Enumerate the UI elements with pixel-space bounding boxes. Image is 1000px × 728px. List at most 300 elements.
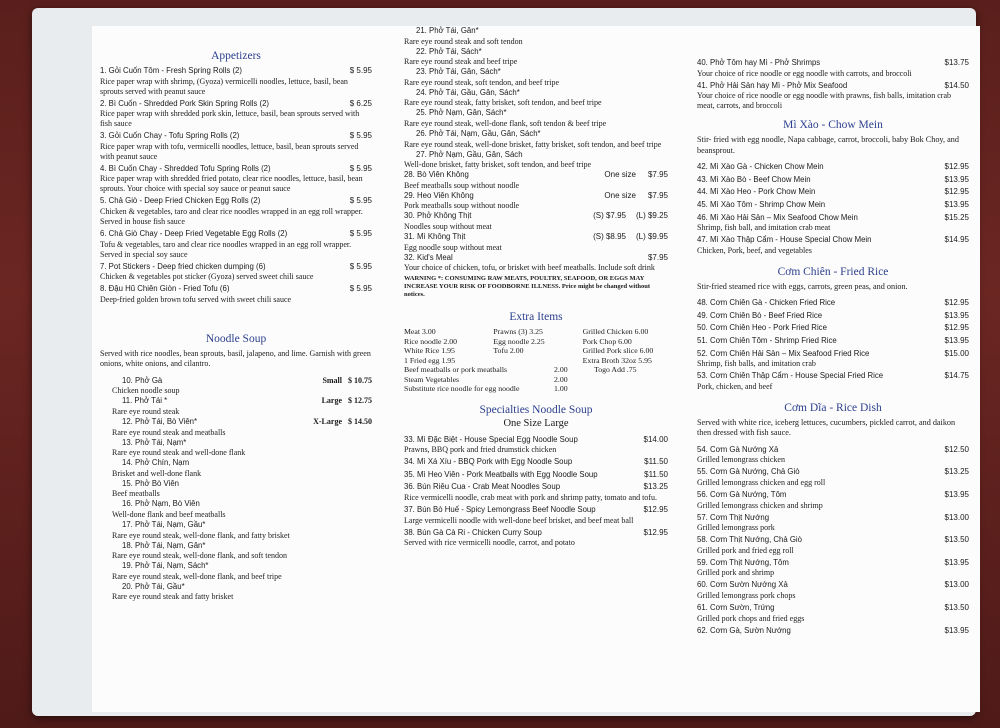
column-left [100, 48, 372, 602]
menu-item-name: 43. Mì Xào Bò - Beef Chow Mein [697, 174, 811, 184]
menu-item [697, 445, 969, 466]
menu-item-name: 11. Phở Tái * [122, 396, 168, 406]
menu-item-title [697, 490, 969, 501]
extra-item: Prawns (3) 3.25 [493, 327, 543, 337]
menu-item [404, 211, 668, 232]
extra-line-price: 1.00 [554, 384, 568, 394]
menu-item-name: 21. Phở Tái, Gân* [416, 26, 479, 35]
menu-item-title [100, 561, 372, 572]
menu-item-title [404, 47, 668, 58]
menu-item-desc: Pork, chicken, and beef [697, 381, 773, 391]
menu-item-price: $ 5.95 [349, 131, 372, 141]
menu-item-price: $13.95 [944, 625, 969, 635]
menu-item-title [100, 196, 372, 207]
extra-item: Extra Broth 32oz 5.95 [582, 355, 652, 365]
menu-item-price: $14.00 [643, 434, 668, 444]
menu-item-price: $12.95 [944, 323, 969, 333]
menu-item-desc: Rare eye round steak and soft tendon [404, 36, 523, 46]
extra-line-name: Beef meatballs or pork meatballs [404, 365, 508, 375]
menu-item [404, 457, 668, 468]
menu-item-title [697, 626, 969, 637]
menu-item-title [100, 582, 372, 593]
warning-text: WARNING *: CONSUMING RAW MEATS, POULTRY, SEAFOOD, OR EGGS MAY INCREASE YOUR RISK OF FOODBORNE ILLNESS. Price might be changed without notices. [404, 275, 651, 299]
menu-item-price [604, 191, 668, 202]
menu-item-name: 28. Bò Viên Không [404, 170, 469, 180]
extra-item: Tofu 2.00 [493, 346, 524, 356]
menu-item-price: $ 5.95 [349, 163, 372, 173]
menu-item-title [404, 457, 668, 468]
menu-item-price [593, 211, 668, 222]
menu-item-title [697, 162, 969, 173]
menu-item-price: $ 5.95 [349, 261, 372, 271]
menu-item [697, 81, 969, 112]
menu-item [404, 150, 668, 171]
menu-item-title [100, 438, 372, 449]
menu-item-name: 45. Mì Xào Tôm - Shrimp Chow Mein [697, 199, 826, 209]
menu-item [100, 520, 372, 541]
menu-item-price: $13.25 [944, 467, 969, 477]
menu-item-desc: Rare eye round steak, soft tendon, and beef tripe [404, 77, 560, 87]
extra-item: Egg noodle 2.25 [493, 336, 545, 346]
menu-item-price-value: $7.95 [647, 170, 668, 180]
menu-item-name: 16. Phở Nạm, Bò Viên [122, 499, 200, 509]
menu-item-title [697, 235, 969, 246]
menu-item-price: $13.50 [944, 535, 969, 545]
menu-item-desc: Your choice of rice noodle or egg noodle with prawns, fish balls, imitation crab meat, carrots, and broccoli [697, 91, 952, 111]
pho-list-extra [404, 170, 668, 273]
menu-item-title [404, 232, 668, 243]
menu-item-title [697, 187, 969, 198]
menu-item-price: $13.95 [944, 557, 969, 567]
menu-item-price: $ 5.95 [349, 228, 372, 238]
menu-item [100, 164, 372, 195]
menu-item-desc: Beef meatballs soup without noodle [404, 180, 520, 190]
size-value: $ 10.75 [348, 375, 372, 385]
menu-item-title [404, 470, 668, 481]
menu-item [100, 479, 372, 500]
menu-item-title [100, 284, 372, 295]
extra-line-price: 2.00 [554, 374, 568, 384]
extras-title: Extra Items [509, 311, 563, 324]
friedrice-list [697, 298, 969, 392]
menu-item [697, 349, 969, 370]
menu-item-title [404, 88, 668, 99]
menu-item-desc: Rare eye round steak, well-done flank, and soft tendon [112, 551, 288, 561]
menu-item-desc: Prawns, BBQ pork and fried drumstick chicken [404, 445, 557, 455]
menu-item [404, 129, 668, 150]
menu-item [100, 561, 372, 582]
menu-item [100, 396, 372, 417]
menu-item-size: (L) $9.95 [635, 231, 668, 241]
menu-item-name: 57. Cơm Thịt Nướng [697, 512, 770, 522]
menu-item-price: $12.95 [944, 162, 969, 172]
menu-item-desc: Rare eye round steak, fatty brisket, soft tendon, and beef tripe [404, 98, 602, 108]
menu-item-price: $13.95 [944, 310, 969, 320]
menu-item-price: $11.50 [644, 469, 668, 479]
menu-item-name: 26. Phở Tái, Nạm, Gầu, Gân, Sách* [416, 128, 541, 138]
noodle-title: Noodle Soup [205, 332, 267, 345]
menu-item-price: $13.25 [643, 482, 668, 492]
menu-item-price: $12.50 [944, 444, 969, 454]
extra-line [404, 375, 668, 385]
menu-item-name: 13. Phở Tái, Nạm* [122, 437, 187, 447]
chowmein-title: Mì Xào - Chow Mein [783, 119, 883, 132]
extra-item: Rice noodle 2.00 [404, 336, 458, 346]
menu-item-desc: Grilled lemongrass chicken and shrimp [697, 500, 823, 510]
specialties-subtitle: One Size Large [503, 417, 569, 429]
menu-item-price: $11.50 [644, 457, 668, 467]
menu-item-title [404, 26, 668, 37]
extra-line [404, 384, 668, 394]
menu-item-name: 24. Phở Tái, Gầu, Gân, Sách* [416, 87, 520, 97]
menu-item-price: $15.25 [944, 212, 969, 222]
menu-item [697, 490, 969, 511]
menu-item-title [697, 81, 969, 92]
menu-item-name: 35. Mì Heo Viên - Pork Meatballs with Egg Noodle Soup [404, 469, 598, 479]
menu-item-desc: Rice paper wrap with shrimp, (Gyoza) vermicelli noodles, lettuce, basil, bean sprouts served with peanut sauce [100, 76, 348, 96]
extra-line-side: Togo Add .75 [594, 365, 637, 375]
menu-item-name: 2. Bì Cuốn - Shredded Pork Skin Spring Rolls (2) [100, 98, 270, 108]
menu-item-title [697, 513, 969, 524]
appetizers-title: Appetizers [211, 50, 261, 62]
menu-item-size: One size [604, 190, 636, 200]
pho-shrimp-list [697, 58, 969, 111]
menu-item-title [697, 603, 969, 614]
menu-item-desc: Rice vermicelli noodle, crab meat with pork and shrimp patty, tomato and tofu. [404, 493, 657, 502]
menu-item-name: 49. Cơm Chiên Bò - Beef Fried Rice [697, 310, 823, 320]
menu-item-title [697, 467, 969, 478]
menu-item [697, 336, 969, 347]
menu-item [404, 88, 668, 109]
menu-item-title [100, 99, 372, 110]
menu-item [404, 482, 668, 503]
menu-item-price: $13.95 [944, 336, 969, 346]
menu-item [404, 67, 668, 88]
size-label: X-Large [313, 416, 342, 426]
menu-item-title [404, 150, 668, 161]
menu-item-desc: Served with rice vermicelli noodle, carrot, and potato [404, 538, 575, 548]
menu-item-name: 31. Mì Không Thịt [404, 231, 466, 241]
ricedish-intro: Served with white rice, iceberg lettuces, cucumbers, pickled carrot, and daikon then dressed with fish sauce. [697, 417, 956, 438]
menu-item-name: 7. Pot Stickers - Deep fried chicken dumping (6) [100, 261, 266, 271]
menu-item-name: 50. Cơm Chiên Heo - Pork Fried Rice [697, 323, 827, 333]
menu-item-name: 5. Chả Giò - Deep Fried Chicken Egg Rolls (2) [100, 196, 261, 206]
menu-item-desc: Grilled lemongrass chicken [697, 455, 785, 465]
menu-item-price: $13.00 [944, 512, 969, 522]
menu-item [100, 99, 372, 130]
menu-item-title [100, 520, 372, 531]
chowmein-intro: Stir- fried with egg noodle, Napa cabbage, carrot, broccoli, baby Bok Choy, and beansprout. [697, 135, 959, 155]
menu-item-desc: Pork meatballs soup without noodle [404, 201, 520, 211]
menu-item-desc: Shrimp, fish ball, and imitation crab meat [697, 223, 831, 233]
menu-item [697, 323, 969, 334]
extra-item: Pork Chop 6.00 [582, 336, 632, 346]
extra-line-name: Steam Vegetables [404, 374, 460, 384]
menu-item-price [604, 170, 668, 181]
menu-item-desc: Rare eye round steak, well-done flank, and fatty brisket [112, 530, 290, 540]
menu-item-desc: Beef meatballs [112, 489, 160, 499]
menu-item-name: 62. Cơm Gà, Sườn Nướng [697, 625, 791, 635]
menu-item-price: $ 6.25 [349, 98, 372, 108]
menu-item-name: 10. Phở Gà [122, 375, 163, 385]
menu-item-price: $13.95 [944, 490, 969, 499]
menu-item [100, 229, 372, 260]
menu-item-title [404, 435, 668, 446]
menu-item-price: $ 5.95 [349, 66, 372, 75]
menu-item-name: 3. Gỏi Cuốn Chay - Tofu Spring Rolls (2) [100, 131, 240, 141]
menu-item-name: 14. Phở Chín, Nạm [122, 458, 190, 468]
extras-lines [404, 365, 668, 394]
menu-item-price [636, 253, 668, 264]
menu-item [697, 580, 969, 601]
menu-item [697, 603, 969, 624]
size-value: $ 12.75 [348, 396, 372, 406]
menu-item [697, 311, 969, 322]
menu-item-title [697, 445, 969, 456]
menu-item-title [100, 458, 372, 469]
menu-item-price: $13.95 [944, 174, 969, 184]
menu-item [697, 175, 969, 186]
menu-item-price: $12.95 [643, 527, 668, 537]
menu-item-price: $12.95 [643, 505, 668, 514]
menu-item [697, 58, 969, 79]
menu-item-desc: Rare eye round steak and fatty brisket [112, 592, 234, 602]
menu-item-name: 6. Chả Giò Chay - Deep Fried Vegetable Egg Rolls (2) [100, 228, 288, 238]
menu-item-desc: Rare eye round steak and meatballs [112, 427, 226, 437]
menu-item-price: $12.95 [944, 187, 969, 197]
menu-item-desc: Grilled pork and shrimp [697, 568, 775, 578]
menu-item-name: 15. Phở Bò Viên [122, 478, 179, 488]
menu-item-desc: Chicken noodle soup [112, 386, 180, 396]
menu-item-title [697, 323, 969, 334]
menu-item-price: $13.95 [944, 199, 969, 209]
menu-item [100, 438, 372, 459]
menu-item-price: $13.75 [944, 58, 969, 67]
menu-item [404, 505, 668, 526]
menu-item-name: 27. Phở Nạm, Gầu, Gân, Sách [416, 149, 523, 159]
menu-item [100, 417, 372, 438]
column-right [697, 58, 969, 638]
menu-item-title [404, 253, 668, 264]
size-label: Large [321, 396, 342, 406]
menu-item-title [697, 58, 969, 69]
menu-item-desc: Rare eye round steak, well-done brisket, fatty brisket, soft tendon, and beef tripe [404, 139, 662, 149]
menu-item-size: (S) $7.95 [593, 211, 626, 221]
menu-item-title [100, 229, 372, 240]
menu-item [404, 26, 668, 47]
menu-item-name: 51. Cơm Chiên Tôm - Shrimp Fried Rice [697, 336, 837, 346]
menu-item-title [697, 311, 969, 322]
menu-item-name: 40. Phở Tôm hay Mì - Phở Shrimps [697, 58, 821, 67]
menu-item [100, 196, 372, 227]
menu-item [697, 298, 969, 309]
menu-item [404, 191, 668, 212]
menu-item-name: 23. Phở Tái, Gân, Sách* [416, 67, 501, 77]
menu-item-size: One size [604, 170, 636, 180]
menu-item-desc: Large vermicelli noodle with well-done beef brisket, and beef meat ball [404, 515, 634, 525]
menu-item-title [697, 349, 969, 360]
menu-item-name: 48. Cơm Chiên Gà - Chicken Fried Rice [697, 298, 836, 308]
chowmein-list [697, 162, 969, 256]
menu-item [697, 235, 969, 256]
menu-item-price: $13.00 [944, 580, 969, 590]
menu-item [100, 262, 372, 283]
menu-item-size: (L) $9.25 [635, 211, 668, 221]
extra-item: White Rice 1.95 [404, 346, 455, 356]
menu-item [697, 535, 969, 556]
menu-item-name: 4. Bì Cuốn Chay - Shredded Tofu Spring Rolls (2) [100, 163, 271, 173]
menu-item-title [697, 371, 969, 382]
noodle-intro: Served with rice noodles, bean sprouts, basil, jalapeno, and lime. Garnish with green onions, white onions, and cilantro. [100, 348, 371, 369]
menu-item-price: $12.95 [944, 298, 969, 308]
menu-item-title [100, 131, 372, 142]
size-price [322, 376, 372, 387]
menu-item-desc: Grilled lemongrass pork chops [697, 590, 796, 600]
menu-item-name: 17. Phở Tái, Nạm, Gầu* [122, 519, 206, 529]
menu-item-title [697, 535, 969, 546]
menu-item-price: $ 5.95 [349, 196, 372, 206]
menu-item-desc: Rice paper wrap with shredded fried potato, clear rice noodles, lettuce, basil, bean sprouts. Your choice with special soy sauce or peanut sauce [100, 174, 363, 194]
menu-item-name: 12. Phở Tái, Bò Viên* [122, 416, 198, 426]
menu-item-name: 58. Cơm Thịt Nướng, Chả Giò [697, 535, 803, 545]
friedrice-title: Cơm Chiên - Fried Rice [777, 265, 889, 278]
menu-item-desc: Your choice of chicken, tofu, or brisket with beef meatballs. Include soft drink [404, 263, 655, 273]
menu-item-desc: Grilled lemongrass pork [697, 523, 775, 533]
menu-item [100, 376, 372, 397]
menu-item-price-value: $7.95 [647, 252, 668, 262]
column-middle [404, 26, 668, 550]
friedrice-intro: Stir-fried steamed rice with eggs, carrots, green peas, and onion. [697, 281, 908, 291]
ricedish-list [697, 445, 969, 636]
menu-item [404, 253, 668, 274]
menu-item-price: $14.95 [944, 235, 969, 245]
menu-item-title [100, 396, 372, 407]
menu-item [697, 513, 969, 534]
extra-line [404, 365, 668, 375]
menu-item-desc: Well-done brisket, fatty brisket, soft tendon, and beef tripe [404, 160, 592, 170]
menu-item-name: 53. Cơm Chiên Thập Cẩm - House Special Fried Rice [697, 371, 884, 381]
menu-item-title [100, 541, 372, 552]
menu-item [100, 541, 372, 562]
menu-item [697, 200, 969, 211]
menu-item-name: 44. Mì Xào Heo - Pork Chow Mein [697, 187, 816, 197]
menu-item-name: 34. Mì Xá Xíu - BBQ Pork with Egg Noodle Soup [404, 457, 573, 467]
menu-item-name: 37. Bún Bò Huế - Spicy Lemongrass Beef Noodle Soup [404, 505, 596, 514]
menu-item-desc: Rare eye round steak and beef tripe [404, 57, 518, 67]
menu-item [404, 435, 668, 456]
menu-item-desc: Grilled pork and fried egg roll [697, 545, 794, 555]
menu-item [697, 213, 969, 234]
menu-item [100, 499, 372, 520]
menu-item-name: 22. Phở Tái, Sách* [416, 46, 482, 56]
menu-item-title [697, 336, 969, 347]
menu-item [697, 162, 969, 173]
menu-item-title [404, 505, 668, 516]
menu-item [697, 626, 969, 637]
extra-line-price: 2.00 [554, 365, 568, 375]
menu-item-name: 59. Cơm Thịt Nướng, Tôm [697, 557, 789, 567]
specialties-list [404, 435, 668, 549]
menu-item-price: $15.00 [944, 348, 969, 358]
menu-item-desc: Rare eye round steak and well-done flank [112, 448, 246, 458]
menu-item-title [697, 175, 969, 186]
menu-item [100, 284, 372, 305]
menu-paper [92, 26, 980, 712]
specialties-title: Specialties Noodle Soup [479, 403, 593, 416]
menu-item [404, 108, 668, 129]
menu-item-name: 25. Phở Nạm, Gân, Sách* [416, 108, 507, 118]
size-price [313, 417, 372, 428]
menu-item [404, 47, 668, 68]
menu-item-title [100, 499, 372, 510]
menu-item [697, 371, 969, 392]
size-value: $ 14.50 [348, 416, 372, 426]
menu-item [404, 528, 668, 549]
menu-item-name: 19. Phở Tái, Nạm, Sách* [122, 561, 209, 571]
menu-item-title [100, 262, 372, 273]
extra-item: Grilled Pork slice 6.00 [582, 346, 654, 356]
menu-item [697, 187, 969, 198]
menu-item [697, 467, 969, 488]
menu-item-name: 41. Phở Hải Sản hay Mì - Phở Mix Seafood [697, 80, 848, 90]
menu-item-name: 38. Bún Gà Cà Ri - Chicken Curry Soup [404, 527, 542, 537]
menu-item-name: 56. Cơm Gà Nướng, Tôm [697, 490, 787, 499]
menu-item [100, 458, 372, 479]
menu-item-title [404, 170, 668, 181]
menu-item [100, 131, 372, 162]
extra-item [493, 356, 578, 366]
menu-item-title [697, 558, 969, 569]
menu-item-name: 61. Cơm Sườn, Trứng [697, 602, 775, 612]
menu-item-title [100, 376, 372, 387]
menu-item [404, 232, 668, 253]
extra-line-name: Substitute rice noodle for egg noodle [404, 384, 520, 394]
menu-item-desc: Grilled lemongrass chicken and egg roll [697, 478, 826, 487]
extra-item: Meat 3.00 [404, 327, 436, 337]
extra-item: Grilled Chicken 6.00 [582, 327, 649, 337]
menu-item-title [404, 191, 668, 202]
menu-item-price: $14.50 [944, 80, 969, 90]
menu-item-desc: Your choice of rice noodle or egg noodle with carrots, and broccoli [697, 68, 912, 78]
menu-item-desc: Chicken & vegetables, taro and clear rice noodles wrapped in an egg roll wrapper. Served in house fish sauce [100, 206, 363, 226]
menu-item-desc: Egg noodle soup without meat [404, 242, 502, 252]
menu-item-name: 20. Phở Tái, Gầu* [122, 581, 185, 591]
appetizers-list [100, 66, 372, 305]
menu-item-name: 18. Phở Tái, Nạm, Gân* [122, 540, 206, 550]
menu-item-title [100, 417, 372, 428]
menu-item-title [100, 164, 372, 175]
menu-item-desc: Rare eye round steak, well-done flank, soft tendon & beef tripe [404, 118, 607, 128]
menu-item-desc: Rice paper wrap with tofu, vermicelli noodles, lettuce, basil, bean sprouts served with peanut sauce [100, 141, 359, 161]
menu-item-title [697, 213, 969, 224]
menu-item-name: 54. Cơm Gà Nướng Xả [697, 444, 779, 454]
menu-item [100, 582, 372, 603]
pho-list-continued [404, 26, 668, 170]
menu-item-price-value: $7.95 [647, 190, 668, 200]
size-price [322, 396, 372, 407]
menu-item [100, 66, 372, 97]
menu-item-name: 55. Cơm Gà Nướng, Chả Giò [697, 467, 800, 477]
menu-item-title [100, 66, 372, 77]
noodle-list [100, 376, 372, 603]
menu-item-desc: Brisket and well-done flank [112, 468, 202, 478]
menu-item-title [697, 580, 969, 591]
menu-item-price: $13.50 [944, 602, 969, 612]
extras-grid [404, 327, 668, 365]
menu-item-name: 42. Mì Xào Gà - Chicken Chow Mein [697, 162, 824, 172]
menu-item-size: (S) $8.95 [593, 231, 626, 241]
menu-item-name: 60. Cơm Sườn Nướng Xả [697, 580, 788, 590]
